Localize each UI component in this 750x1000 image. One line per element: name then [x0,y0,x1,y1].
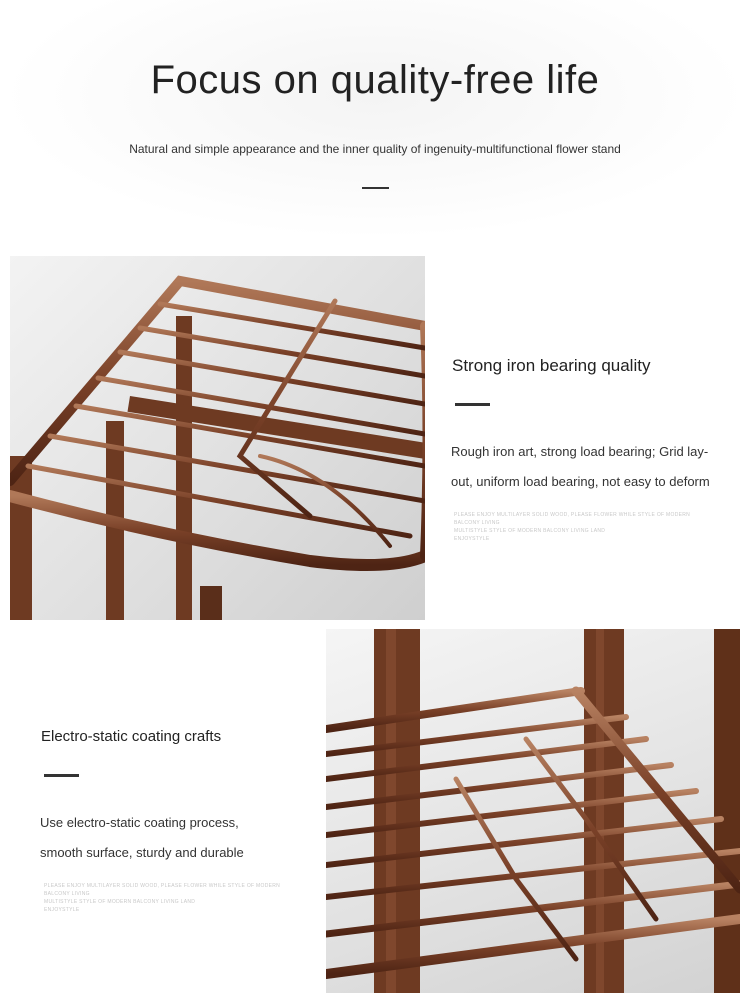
feature2-line2: smooth surface, sturdy and durable [40,845,244,860]
title-divider [362,187,389,189]
flower-stand-grid-closeup-photo [326,629,740,993]
feature1-line1: Rough iron art, strong load bearing; Grid lay- [451,444,709,459]
page-subtitle: Natural and simple appearance and the inner quality of ingenuity-multifunctional flower stand [129,142,621,156]
feature1-line2: out, uniform load bearing, not easy to deform [451,474,710,489]
feature2-line1: Use electro-static coating process, [40,815,239,830]
feature2-divider [44,774,79,777]
flower-stand-shelf-closeup-photo [10,256,425,620]
feature1-fine-print: PLEASE ENJOY MULTILAYER SOLID WOOD, PLEASE FLOWER WHILE STYLE OF MODERN BALCONY LIVING MULTISTYLE STYLE OF MODERN BALCONY LIVING LAND ENJOYSTYLE [454,512,691,542]
feature1-divider [455,403,490,406]
feature2-fine-print: PLEASE ENJOY MULTILAYER SOLID WOOD, PLEASE FLOWER WHILE STYLE OF MODERN BALCONY LIVING MULTISTYLE STYLE OF MODERN BALCONY LIVING LAND ENJOYSTYLE [44,883,281,913]
hero-background [0,0,750,240]
feature2-title: Electro-static coating crafts [41,728,222,745]
page-title: Focus on quality-free life [150,58,600,102]
feature1-title: Strong iron bearing quality [452,356,651,375]
